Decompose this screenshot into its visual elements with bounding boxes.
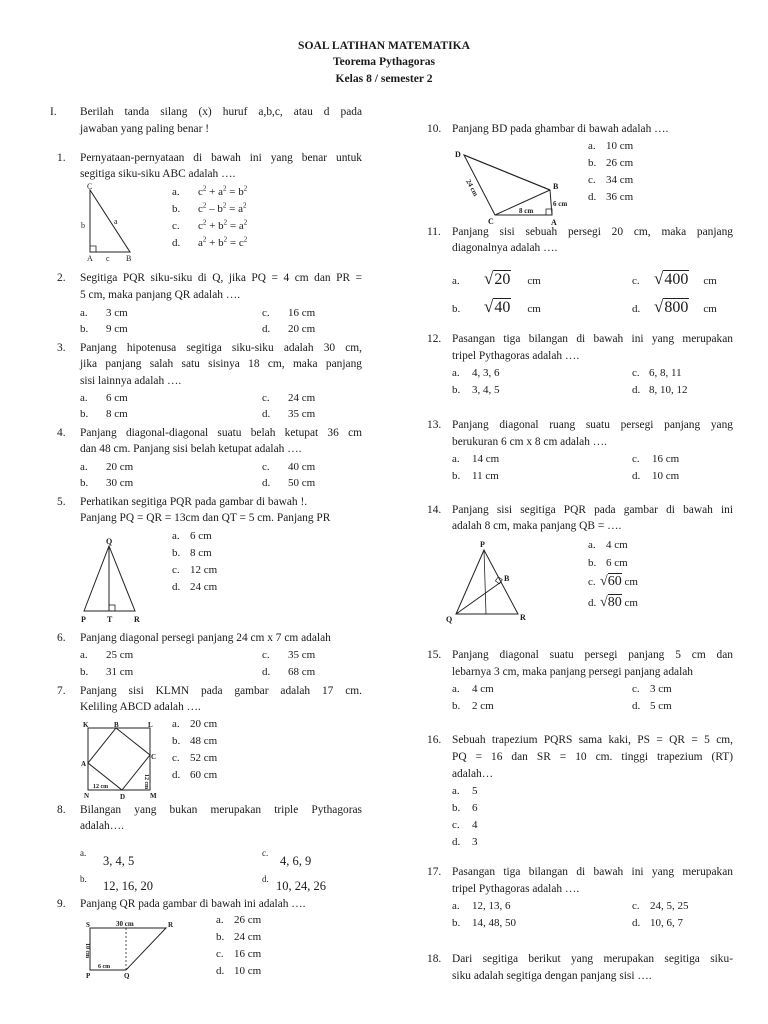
q9-option-a[interactable]: a. 26 cm (216, 914, 262, 926)
q13-text: Panjang diagonal ruang suatu persegi panjang yang (452, 419, 733, 431)
q5-text: Perhatikan segitiga PQR pada gambar di bawah !. (80, 496, 308, 508)
q16-text: Sebuah trapezium PQRS sama kaki, PS = QR = 5 cm, (452, 734, 733, 746)
q8-text-2: adalah…. (80, 820, 124, 832)
q17-option-c[interactable]: c. 24, 5, 25 (632, 900, 689, 912)
q3-option-d[interactable]: d. 35 cm (262, 408, 316, 420)
q3-option-a[interactable]: a. 6 cm (80, 392, 128, 404)
page-subtitle: Teorema Pythagoras (332, 55, 436, 68)
q16-option-a[interactable]: a. 5 (452, 785, 478, 797)
q4-text-2: dan 48 cm. Panjang sisi belah ketupat adalah …. (80, 443, 302, 455)
q2-number: 2. (57, 272, 66, 284)
q6-text: Panjang diagonal persegi panjang 24 cm x 7 cm adalah (80, 632, 331, 644)
q1-option-c[interactable]: c. $c^2 + b^2 = a^2$ (172, 218, 248, 232)
q9-label-P: P (86, 972, 91, 980)
q7-option-b[interactable]: b. 48 cm (172, 735, 218, 747)
q13-text-2: berukuran 6 cm x 8 cm adalah …. (452, 436, 607, 448)
q6-option-b[interactable]: b. 31 cm (80, 666, 134, 678)
q15-option-c[interactable]: c. 3 cm (632, 683, 672, 695)
q9-label-bottom: 6 cm (98, 964, 111, 970)
q16-option-b[interactable]: b. 6 (452, 802, 478, 814)
q9-option-d[interactable]: d. 10 cm (216, 965, 262, 977)
q13-number: 13. (427, 419, 442, 431)
q12-option-a[interactable]: a. 4, 3, 6 (452, 367, 500, 379)
q8-option-c[interactable]: 4, 6, 9 (280, 854, 312, 868)
q3-text: Panjang hipotenusa segitiga siku-siku adalah 30 cm, (80, 342, 362, 354)
q17-option-b[interactable]: b. 14, 48, 50 (452, 917, 516, 929)
q2-option-b[interactable]: b. 9 cm (80, 323, 128, 335)
q5-number: 5. (57, 496, 66, 508)
section-instruction-2: jawaban yang paling benar ! (80, 123, 210, 135)
q5-option-a[interactable]: a. 6 cm (172, 530, 212, 542)
q14-label-P: P (480, 540, 485, 549)
q9-trapezoid-figure (80, 918, 190, 978)
q8-option-d-label[interactable]: d. (262, 874, 269, 884)
q11-text: Panjang sisi sebuah persegi 20 cm, maka panjang (452, 226, 733, 238)
q7-label-12cm-side: 12 cm (143, 774, 149, 790)
q10-label-cd: 24 cm (464, 178, 480, 198)
q16-text-2: PQ = 16 dan SR = 10 cm. tinggi trapezium (RT) (452, 751, 733, 763)
q14-text-2: adalah 8 cm, maka panjang QB = …. (452, 520, 622, 532)
q5-option-c[interactable]: c. 12 cm (172, 564, 218, 576)
q5-option-b[interactable]: b. 8 cm (172, 547, 212, 559)
q9-label-Q: Q (124, 972, 130, 980)
q4-option-c[interactable]: c. 40 cm (262, 461, 316, 473)
q1-text: Pernyataan-pernyataan di bawah ini yang benar untuk (80, 152, 362, 164)
q2-option-d[interactable]: d. 20 cm (262, 323, 316, 335)
q10-number: 10. (427, 123, 442, 135)
q10-option-d[interactable]: d. 36 cm (588, 191, 634, 203)
q14-option-b[interactable]: b. 6 cm (588, 557, 628, 569)
q5-label-Q: Q (106, 537, 113, 546)
q8-option-a-label[interactable]: a. (80, 848, 87, 858)
q10-option-c[interactable]: c. 34 cm (588, 174, 634, 186)
q7-text: Panjang sisi KLMN pada gambar adalah 17 cm. (80, 685, 362, 697)
q12-option-b[interactable]: b. 3, 4, 5 (452, 384, 500, 396)
q1-text-2: segitiga siku-siku ABC adalah …. (80, 168, 236, 180)
q4-text: Panjang diagonal-diagonal suatu belah ketupat 36 cm (80, 427, 362, 439)
q7-label-A: A (81, 760, 87, 768)
q13-option-b[interactable]: b. 11 cm (452, 470, 499, 482)
q9-label-side: 10 cm (84, 943, 90, 959)
q2-option-a[interactable]: a. 3 cm (80, 307, 128, 319)
q3-text-2: jika panjang salah satu sisinya 18 cm, maka panjang (80, 358, 362, 370)
q2-text-2: 5 cm, maka panjang QR adalah …. (80, 289, 241, 301)
q14-option-c[interactable]: c. √60 cm (588, 574, 638, 589)
q15-number: 15. (427, 649, 442, 661)
q18-text: Dari segitiga berikut yang merupakan segitiga siku- (452, 953, 733, 965)
q7-option-a[interactable]: a. 20 cm (172, 718, 218, 730)
section-number: I. (50, 106, 57, 118)
q17-option-a[interactable]: a. 12, 13, 6 (452, 900, 511, 912)
q13-option-d[interactable]: d. 10 cm (632, 470, 680, 482)
q1-option-a[interactable]: a. $c^2 + a^2 = b^2$ (172, 184, 248, 198)
q13-option-c[interactable]: c. 16 cm (632, 453, 680, 465)
q9-text: Panjang QR pada gambar di bawah ini adalah …. (80, 898, 306, 910)
q11-option-b[interactable]: b. √40 cm (452, 297, 541, 316)
q8-option-c-label[interactable]: c. (262, 848, 269, 858)
q4-number: 4. (57, 427, 66, 439)
q15-text-2: lebarnya 3 cm, maka panjang persegi panjang adalah (452, 666, 693, 678)
q10-figure (452, 145, 567, 227)
class-info: Kelas 8 / semester 2 (335, 72, 433, 85)
q8-text: Bilangan yang bukan merupakan triple Pythagoras (80, 804, 362, 816)
q1-label-b: b (81, 221, 85, 230)
q18-number: 18. (427, 953, 442, 965)
q3-option-b[interactable]: b. 8 cm (80, 408, 128, 420)
q5-label-T: T (107, 615, 113, 624)
q16-option-c[interactable]: c. 4 (452, 819, 478, 831)
q7-text-2: Keliling ABCD adalah …. (80, 701, 201, 713)
q6-option-d[interactable]: d. 68 cm (262, 666, 316, 678)
q12-text: Pasangan tiga bilangan di bawah ini yang merupakan (452, 333, 733, 345)
q6-number: 6. (57, 632, 66, 644)
q1-label-A: A (87, 254, 93, 263)
q10-label-ab: 6 cm (553, 200, 568, 208)
q7-label-L: L (148, 721, 153, 729)
q5-option-d[interactable]: d. 24 cm (172, 581, 218, 593)
q14-text: Panjang sisi segitiga PQR pada gambar di bawah ini (452, 504, 733, 516)
q9-number: 9. (57, 898, 66, 910)
q17-number: 17. (427, 866, 442, 878)
q7-label-D: D (120, 793, 126, 801)
q9-option-c[interactable]: c. 16 cm (216, 948, 262, 960)
q12-number: 12. (427, 333, 442, 345)
q6-option-c[interactable]: c. 35 cm (262, 649, 316, 661)
q14-option-d[interactable]: d. √80 cm (588, 595, 638, 610)
q11-number: 11. (427, 226, 441, 238)
q8-option-a[interactable]: 3, 4, 5 (103, 854, 135, 868)
q17-text: Pasangan tiga bilangan di bawah ini yang merupakan (452, 866, 733, 878)
q7-number: 7. (57, 685, 66, 697)
q15-text: Panjang diagonal suatu persegi panjang 5 cm dan (452, 649, 733, 661)
q8-option-b[interactable]: 12, 16, 20 (103, 879, 153, 893)
q10-option-a[interactable]: a. 10 cm (588, 140, 634, 152)
q7-square-figure (80, 718, 160, 802)
q7-label-M: M (150, 792, 157, 800)
q16-option-d[interactable]: d. 3 (452, 836, 478, 848)
q11-option-d[interactable]: d. √800 cm (632, 297, 717, 316)
q12-text-2: tripel Pythagoras adalah …. (452, 350, 580, 362)
q12-option-d[interactable]: d. 8, 10, 12 (632, 384, 688, 396)
q9-option-b[interactable]: b. 24 cm (216, 931, 262, 943)
q16-number: 16. (427, 734, 442, 746)
q1-label-C: C (87, 182, 93, 191)
q7-option-c[interactable]: c. 52 cm (172, 752, 218, 764)
q6-option-a[interactable]: a. 25 cm (80, 649, 134, 661)
q1-label-B: B (126, 254, 132, 263)
q1-number: 1. (57, 152, 66, 164)
q3-option-c[interactable]: c. 24 cm (262, 392, 316, 404)
q14-label-B: B (504, 574, 510, 583)
q13-option-a[interactable]: a. 14 cm (452, 453, 500, 465)
page-title: SOAL LATIHAN MATEMATIKA (298, 39, 470, 52)
q7-label-N: N (84, 792, 90, 800)
q10-label-B: B (553, 182, 559, 191)
q14-number: 14. (427, 504, 442, 516)
q18-text-2: siku adalah segitiga dengan panjang sisi …. (452, 970, 652, 982)
q10-option-b[interactable]: b. 26 cm (588, 157, 634, 169)
q1-label-c: c (106, 254, 110, 263)
q2-option-c[interactable]: c. 16 cm (262, 307, 316, 319)
q11-text-2: diagonalnya adalah …. (452, 242, 558, 254)
q10-label-C: C (488, 217, 494, 226)
q9-label-top: 30 cm (116, 920, 134, 928)
q17-text-2: tripel Pythagoras adalah …. (452, 883, 580, 895)
q1-option-b[interactable]: b. $c^2 - b^2 = a^2$ (172, 201, 247, 215)
q10-label-ca: 8 cm (519, 207, 534, 215)
q14-triangle-figure (444, 538, 544, 626)
q7-label-B: B (114, 721, 119, 729)
q3-text-3: sisi lainnya adalah …. (80, 375, 182, 387)
q10-label-D: D (455, 150, 461, 159)
q4-option-a[interactable]: a. 20 cm (80, 461, 134, 473)
q15-option-d[interactable]: d. 5 cm (632, 700, 672, 712)
q12-option-c[interactable]: c. 6, 8, 11 (632, 367, 682, 379)
q5-text-2: Panjang PQ = QR = 13cm dan QT = 5 cm. Panjang PR (80, 512, 331, 524)
q15-option-a[interactable]: a. 4 cm (452, 683, 494, 695)
q9-label-S: S (86, 921, 90, 929)
q7-label-C: C (151, 753, 157, 761)
q7-label-12cm-bottom: 12 cm (93, 784, 109, 790)
q1-label-a: a (114, 217, 118, 226)
q14-label-Q: Q (446, 615, 453, 624)
q5-label-P: P (81, 615, 86, 624)
q3-number: 3. (57, 342, 66, 354)
q11-option-a[interactable]: a. √20 cm (452, 269, 541, 288)
q8-option-d[interactable]: 10, 24, 26 (276, 879, 326, 893)
q10-text: Panjang BD pada ghambar di bawah adalah …. (452, 123, 669, 135)
q7-label-K: K (83, 721, 89, 729)
q4-option-d[interactable]: d. 50 cm (262, 477, 316, 489)
q14-label-R: R (520, 613, 526, 622)
section-instruction: Berilah tanda silang (x) huruf a,b,c, atau d pada (80, 106, 362, 118)
q16-text-3: adalah… (452, 768, 494, 780)
q8-option-b-label[interactable]: b. (80, 874, 87, 884)
q9-label-R: R (168, 921, 174, 929)
q15-option-b[interactable]: b. 2 cm (452, 700, 494, 712)
q4-option-b[interactable]: b. 30 cm (80, 477, 134, 489)
q8-number: 8. (57, 804, 66, 816)
q10-label-A: A (551, 218, 557, 227)
q7-option-d[interactable]: d. 60 cm (172, 769, 218, 781)
q17-option-d[interactable]: d. 10, 6, 7 (632, 917, 683, 929)
q5-label-R: R (134, 615, 140, 624)
q1-triangle-figure (80, 182, 140, 262)
q1-option-d[interactable]: d. $a^2 + b^2 = c^2$ (172, 235, 248, 249)
q11-option-c[interactable]: c. √400 cm (632, 269, 717, 288)
q14-option-a[interactable]: a. 4 cm (588, 539, 628, 551)
q5-triangle-figure (80, 538, 160, 624)
q2-text: Segitiga PQR siku-siku di Q, jika PQ = 4 cm dan PR = (80, 272, 362, 284)
